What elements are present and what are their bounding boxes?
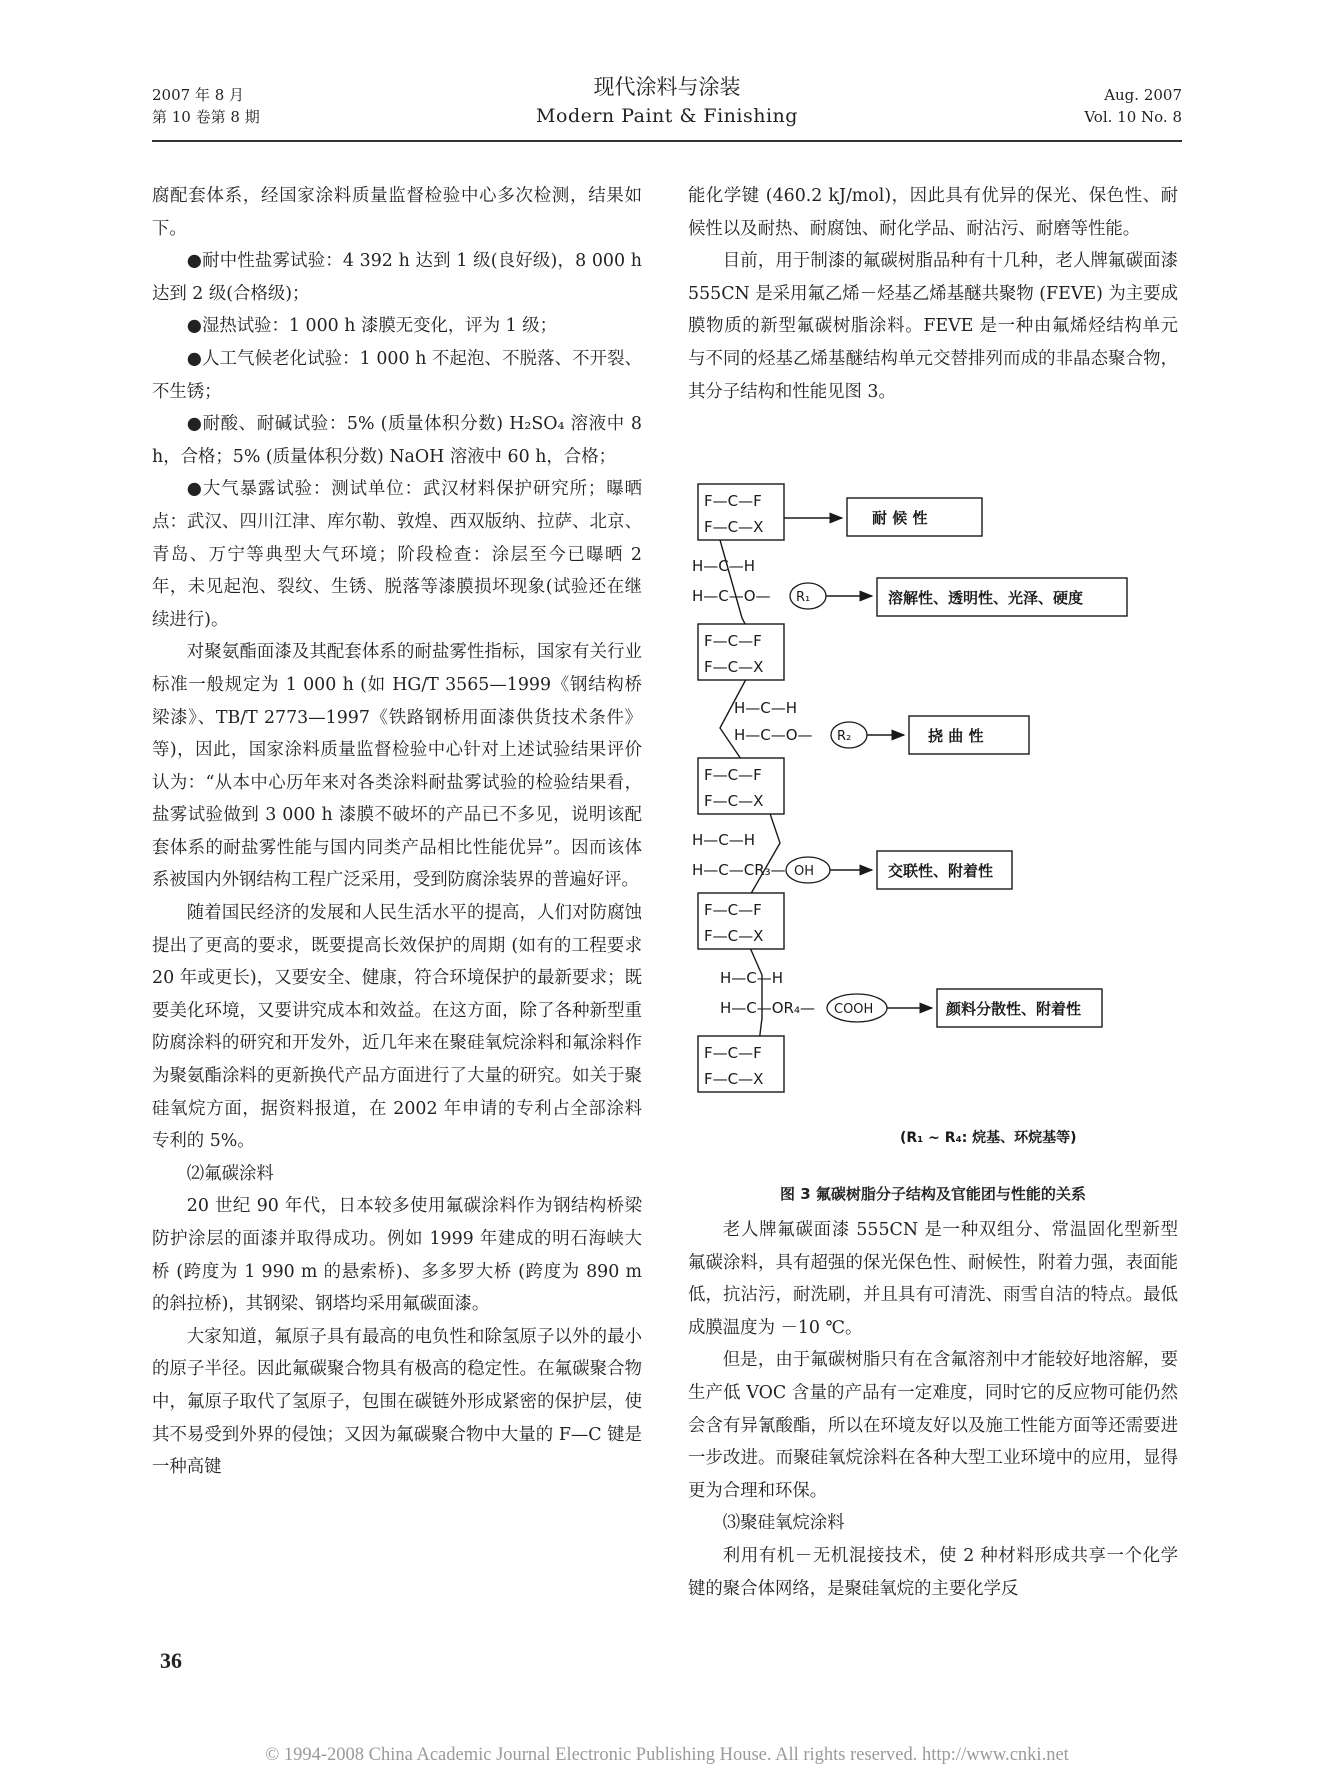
- paragraph: 能化学键 (460.2 kJ/mol)，因此具有优异的保光、保色性、耐候性以及耐热、耐腐蚀、耐化学品、耐沾污、耐磨等性能。: [688, 186, 1178, 239]
- section-heading: ⑵氟碳涂料: [186, 1163, 274, 1184]
- paragraph: 利用有机－无机混接技术，使 2 种材料形成共享一个化学键的聚合体网络，是聚硅氧烷的主要化学反: [688, 1545, 1178, 1599]
- property-solubility: 溶解性、透明性、光泽、硬度: [888, 589, 1084, 607]
- figure-caption: 图 3 氟碳树脂分子结构及官能团与性能的关系: [780, 1185, 1086, 1203]
- hydroxyl-group-label: OH: [794, 864, 815, 879]
- paragraph: 20 世纪 90 年代，日本较多使用氟碳涂料作为钢结构桥梁防护涂层的面漆并取得成功。例如 1999 年建成的明石海峡大桥 (跨度为 1 990 m 的悬索桥)、多多罗大桥 (跨度为 890 m 的斜拉桥)，其钢梁、钢塔均采用氟碳面漆。: [152, 1196, 642, 1315]
- vinyl-ether-unit-top: H—C—H: [692, 831, 756, 849]
- paragraph: 随着国民经济的发展和人民生活水平的提高，人们对防腐蚀提出了更高的要求，既要提高长效保护的周期 (如有的工程要求 20 年或更长)，又要安全、健康，符合环境保护的最新要求；既要美化环境，又要讲究成本和效益。在这方面，除了各种新型重防腐涂料的研究和开发外，近几年来在聚硅氧烷涂料和氟涂料作为聚氨酯涂料的更新换代产品方面进行了大量的研究。如关于聚硅氧烷方面，据资料报道，在 2002 年申请的专利占全部涂料专利的 5%。: [152, 903, 642, 1152]
- bullet-humidity: ●湿热试验：1 000 h 漆膜无变化，评为 1 级；: [186, 316, 557, 337]
- fluoro-unit-top: F—C—F: [704, 766, 762, 784]
- bullet-salt-spray: ●耐中性盐雾试验：4 392 h 达到 1 级(良好级)，8 000 h 达到 2 级(合格级)；: [152, 251, 642, 304]
- journal-title-en: Modern Paint & Finishing: [536, 105, 798, 127]
- figure-note: (R₁ ~ R₄: 烷基、环烷基等): [900, 1130, 1077, 1146]
- bullet-acid-alkali: ●耐酸、耐碱试验：5% (质量体积分数) H₂SO₄ 溶液中 8 h，合格；5% (质量体积分数) NaOH 溶液中 60 h，合格；: [152, 414, 642, 467]
- issue-date-cn: 2007 年 8 月: [152, 86, 245, 104]
- property-flexibility: 挠 曲 性: [928, 727, 984, 745]
- header-right: [1084, 84, 1182, 128]
- vinyl-ether-unit-stub: H—C—O—: [692, 587, 771, 605]
- header-rule: [152, 140, 1182, 142]
- property-pigment-dispersion: 颜料分散性、附着性: [946, 1000, 1082, 1018]
- right-column-top: [688, 180, 1178, 408]
- fluoro-unit-top: F—C—F: [704, 901, 762, 919]
- fluoro-unit-bottom: F—C—X: [704, 792, 764, 810]
- bullet-exposure: ●大气暴露试验：测试单位：武汉材料保护研究所；曝晒点：武汉、四川江津、库尔勒、敦煌、西双版纳、拉萨、北京、青岛、万宁等典型大气环境；阶段检查：涂层至今已曝晒 2 年，未见起泡、裂纹、生锈、脱落等漆膜损坏现象(试验还在继续进行)。: [152, 479, 642, 630]
- journal-title-cn: 现代涂料与涂装: [593, 75, 741, 99]
- figure-3: [692, 478, 1182, 1158]
- volume-en: Vol. 10 No. 8: [1084, 108, 1182, 126]
- paragraph: 目前，用于制漆的氟碳树脂品种有十几种，老人牌氟碳面漆 555CN 是采用氟乙烯－烃基乙烯基醚共聚物 (FEVE) 为主要成膜物质的新型氟碳树脂涂料。FEVE 是一种由氟烯烃结构单元与不同的烃基乙烯基醚结构单元交替排列而成的非晶态聚合物，其分子结构和性能见图 3。: [688, 251, 1178, 402]
- paragraph: 老人牌氟碳面漆 555CN 是一种双组分、常温固化型新型氟碳涂料，具有超强的保光保色性、耐候性，附着力强，表面能低，抗沾污，耐洗刷，并且具有可清洗、雨雪自洁的特点。最低成膜温度为 －10 ℃。: [688, 1220, 1178, 1338]
- right-column-bottom: [688, 1214, 1178, 1605]
- page-number: 36: [160, 1648, 182, 1673]
- vinyl-ether-unit-stub: H—C—OR₄—: [720, 999, 815, 1017]
- vinyl-ether-unit-stub: H—C—O—: [734, 726, 813, 744]
- vinyl-ether-unit-stub: H—C—CR₃—: [692, 861, 786, 879]
- vinyl-ether-unit-top: H—C—H: [692, 557, 756, 575]
- section-heading: ⑶聚硅氧烷涂料: [722, 1513, 845, 1534]
- fluoro-unit-bottom: F—C—X: [704, 927, 764, 945]
- left-column: [152, 180, 642, 1484]
- issue-date-en: Aug. 2007: [1104, 86, 1182, 104]
- fluoro-unit-top: F—C—F: [704, 632, 762, 650]
- paragraph: 腐配套体系，经国家涂料质量监督检验中心多次检测，结果如下。: [152, 186, 642, 239]
- fluoro-unit-top: F—C—F: [704, 492, 762, 510]
- vinyl-ether-unit-top: H—C—H: [734, 699, 798, 717]
- fluoro-unit-bottom: F—C—X: [704, 1070, 764, 1088]
- property-crosslinking: 交联性、附着性: [888, 862, 994, 880]
- fluoro-unit-top: F—C—F: [704, 1044, 762, 1062]
- r1-group-label: R₁: [796, 590, 811, 605]
- property-weatherability: 耐 候 性: [872, 509, 928, 527]
- carboxyl-group-label: COOH: [834, 1002, 874, 1017]
- paragraph: 但是，由于氟碳树脂只有在含氟溶剂中才能较好地溶解，要生产低 VOC 含量的产品有一定难度，同时它的反应物可能仍然会含有异氰酸酯，所以在环境友好以及施工性能方面等还需要进一步改进。而聚硅氧烷涂料在各种大型工业环境中的应用，显得更为合理和环保。: [688, 1350, 1178, 1501]
- fluoro-unit-bottom: F—C—X: [704, 518, 764, 536]
- paragraph: 大家知道，氟原子具有最高的电负性和除氢原子以外的最小的原子半径。因此氟碳聚合物具有极高的稳定性。在氟碳聚合物中，氟原子取代了氢原子，包围在碳链外形成紧密的保护层，使其不易受到外界的侵蚀；又因为氟碳聚合物中大量的 F—C 键是一种高键: [152, 1326, 642, 1478]
- copyright-footer: © 1994-2008 China Academic Journal Electronic Publishing House. All rights reserved. http://www.cnki.net: [265, 1745, 1069, 1765]
- fluoro-unit-bottom: F—C—X: [704, 658, 764, 676]
- paragraph: 对聚氨酯面漆及其配套体系的耐盐雾性指标，国家有关行业标准一般规定为 1 000 h (如 HG/T 3565—1999《钢结构桥梁漆》、TB/T 2773—1997《铁路钢桥用面漆供货技术条件》等)，因此，国家涂料质量监督检验中心针对上述试验结果评价认为：“从本中心历年来对各类涂料耐盐雾试验的检验结果看，盐雾试验做到 3 000 h 漆膜不破坏的产品已不多见，说明该配套体系的耐盐雾性能与国内同类产品相比性能优异”。因而该体系被国内外钢结构工程广泛采用，受到防腐涂装界的普遍好评。: [152, 642, 642, 891]
- volume-cn: 第 10 卷第 8 期: [152, 108, 260, 126]
- vinyl-ether-unit-top: H—C—H: [720, 969, 784, 987]
- bullet-weathering: ●人工气候老化试验：1 000 h 不起泡、不脱落、不开裂、不生锈；: [152, 348, 642, 402]
- r2-group-label: R₂: [837, 729, 852, 744]
